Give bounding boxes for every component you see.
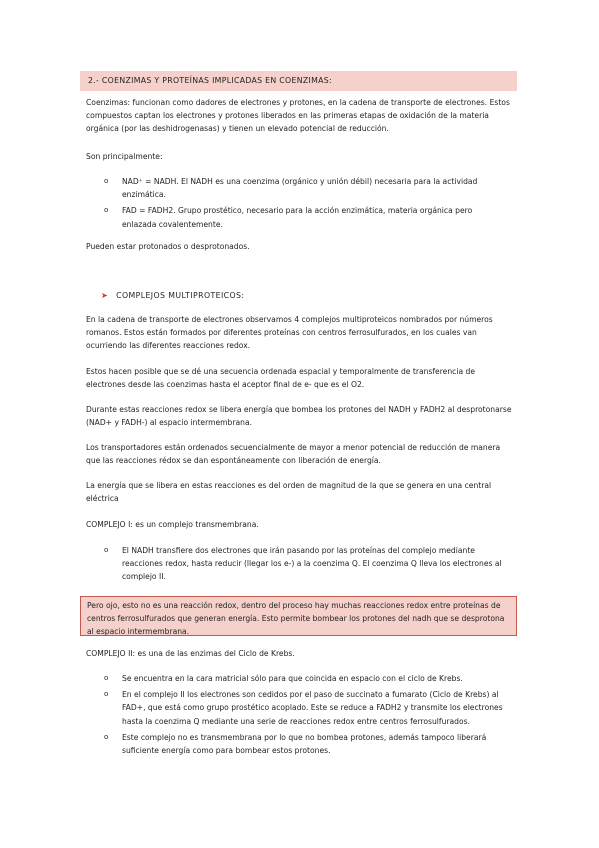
bullet-circle-icon: o	[104, 674, 109, 682]
intro-paragraph: Coenzimas: funcionan como dadores de electrones y protones, en la cadena de transporte de electrones. Estos compuestos captan los electrones y protones liberados en las primeras etapas de oxidación de la materia orgánica (por las deshidrogenasas) y tienen un elevado potencial de reducción.	[86, 98, 510, 134]
bullet-circle-icon: o	[104, 177, 109, 185]
callout-note: Pero ojo, esto no es una reacción redox, dentro del proceso hay muchas reacciones redox entre proteínas de centros ferrosulfurados que generan energía. Esto permite bombear los protones del nadh que se desprotona al espacio intermembrana.	[80, 596, 517, 636]
bullet-circle-icon: o	[104, 732, 109, 741]
list-item: o El NADH transfiere dos electrones que irán pasando por las proteínas del complejo mediante reacciones redox, hasta reducir (llegar los e-) a la coenzima Q. El coenzima Q lleva los electrones al complejo II.	[104, 546, 502, 582]
complexes-paragraph: Estos hacen posible que se dé una secuencia ordenada espacial y temporalmente de transferencia de electrones desde las coenzimas hasta el aceptor final de e- que es el O2.	[86, 367, 476, 390]
bullet-circle-icon: o	[104, 690, 109, 699]
bullet-circle-icon: o	[104, 546, 109, 554]
principal-label: Son principalmente:	[86, 152, 163, 161]
intro-closing: Pueden estar protonados o desprotonados.	[86, 242, 250, 251]
arrowhead-right-icon: ➤	[101, 291, 109, 300]
coenzyme-list	[104, 175, 504, 234]
complexes-paragraph: La energía que se libera en estas reacciones es del orden de magnitud de la que se genera en una central eléctrica	[86, 481, 492, 504]
bullet-circle-icon: o	[104, 206, 109, 215]
list-item: o Se encuentra en la cara matricial sólo para que coincida en espacio con el ciclo de Krebs.	[104, 672, 504, 685]
list-item: o En el complejo II los electrones son cedidos por el paso de succinato a fumarato (Ciclo de Krebs) al FAD+, que está como grupo prostético acoplado. Este se reduce a FADH2 y transmite los electrones hasta la coenzima Q mediante una serie de reacciones redox entre centros ferrosulfurados.	[104, 690, 503, 726]
list-item: o NAD⁺ = NADH. El NADH es una coenzima (orgánico y unión débil) necesaria para la actividad enzimática.	[104, 177, 478, 200]
list-item: o Este complejo no es transmembrana por lo que no bombea protones, además tampoco liberará suficiente energía como para bombear estos protones.	[104, 732, 487, 756]
complexes-paragraph: Durante estas reacciones redox se libera energía que bombea los protones del NADH y FADH2 al desprotonarse (NAD+ y FADH-) al espacio intermembrana.	[86, 405, 512, 428]
subheading-complejos: ➤ COMPLEJOS MULTIPROTEICOS:	[101, 291, 245, 300]
complejo-2-title: COMPLEJO II: es una de las enzimas del Ciclo de Krebs.	[86, 649, 295, 658]
list-item: o FAD = FADH2. Grupo prostético, necesario para la acción enzimática, materia orgánica pero enlazada covalentemente.	[104, 206, 473, 229]
complexes-paragraph: Los transportadores están ordenados secuencialmente de mayor a menor potencial de reducción de manera que las reacciones rédox se dan espontáneamente con liberación de energía.	[86, 443, 501, 466]
complexes-paragraph: En la cadena de transporte de electrones observamos 4 complejos multiproteicos nombrados por números romanos. Estos están formados por diferentes proteínas con centros ferrosulfurados, en los cuales van ocurriendo las diferentes reacciones redox.	[86, 315, 493, 351]
complejo-2-list	[104, 672, 504, 760]
section-heading: 2.- COENZIMAS Y PROTEÍNAS IMPLICADAS EN COENZIMAS:	[80, 71, 517, 91]
complejo-1-list	[104, 544, 504, 587]
complejo-1-title: COMPLEJO I: es un complejo transmembrana.	[86, 520, 259, 529]
